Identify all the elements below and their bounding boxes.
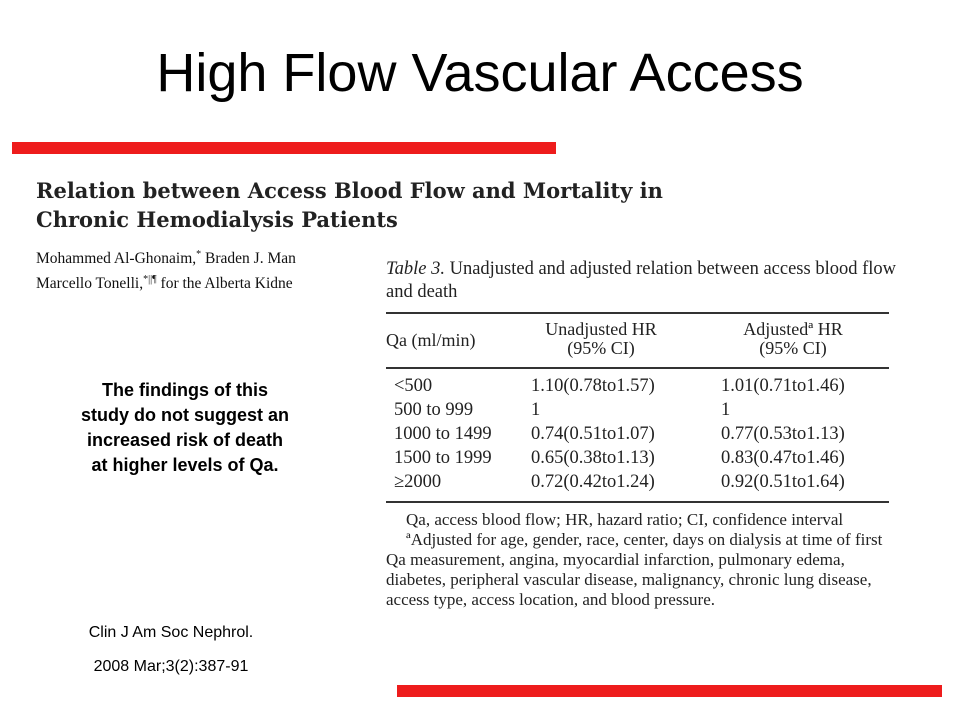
paper-title-line: Chronic Hemodialysis Patients [36,207,398,232]
finding-line: at higher levels of Qa. [91,455,279,475]
table-rule-bottom [386,501,889,503]
table-footnotes [386,510,896,610]
column-header-unadjusted: Unadjusted HR (95% CI) [545,319,657,358]
paper-title-line: Relation between Access Blood Flow and Mortality in [36,178,663,203]
finding-line: The findings of this [102,380,268,400]
table-rule-header [386,367,889,369]
table-caption-label: Table 3. [386,259,445,279]
table-row: 500 to 999 1 1 [394,400,731,420]
citation [40,616,302,684]
citation-reference: 2008 Mar;3(2):387-91 [93,658,249,675]
finding-line: increased risk of death [86,430,284,450]
footnote-abbreviations: Qa, access blood flow; HR, hazard ratio; CI, confidence interval [406,510,844,529]
slide-title: High Flow Vascular Access [156,43,804,103]
author-line: Mohammed Al-Ghonaim,* Braden J. Man [36,249,296,268]
table-caption-text: Unadjusted and adjusted relation between access blood flow and death [386,259,897,302]
accent-bar-bottom [397,685,942,697]
column-header-adjusted: Adjustedª HR (95% CI) [743,319,843,358]
author-line: Marcello Tonelli,*||¶ for the Alberta Kidne [36,274,293,293]
column-header-qa: Qa (ml/min) [386,330,476,350]
table-row: ≥2000 0.72(0.42to1.24) 0.92(0.51to1.64) [394,472,845,492]
finding-text [50,378,320,478]
accent-bar-top [12,142,556,154]
table-panel [373,248,913,658]
table-caption [386,258,906,304]
table-rule-top [386,312,889,314]
paper-authors [36,244,386,294]
table-body [386,376,906,496]
table-row: 1500 to 1999 0.65(0.38to1.13) 0.83(0.47to1.46) [394,448,845,468]
footnote-adjusted: ªAdjusted for age, gender, race, center, days on dialysis at time of first Qa measurement, angina, myocardial infarction, pulmonary edema, diabetes, peripheral vascular disease, malignancy, chronic lung disease, access type, access location, and blood pressure. [386,530,883,609]
citation-journal: Clin J Am Soc Nephrol. [88,624,254,641]
paper-title [36,176,676,234]
table-row: 1000 to 1499 0.74(0.51to1.07) 0.77(0.53to1.13) [394,424,845,444]
table-row: <500 1.10(0.78to1.57) 1.01(0.71to1.46) [394,376,845,396]
finding-line: study do not suggest an [80,405,289,425]
